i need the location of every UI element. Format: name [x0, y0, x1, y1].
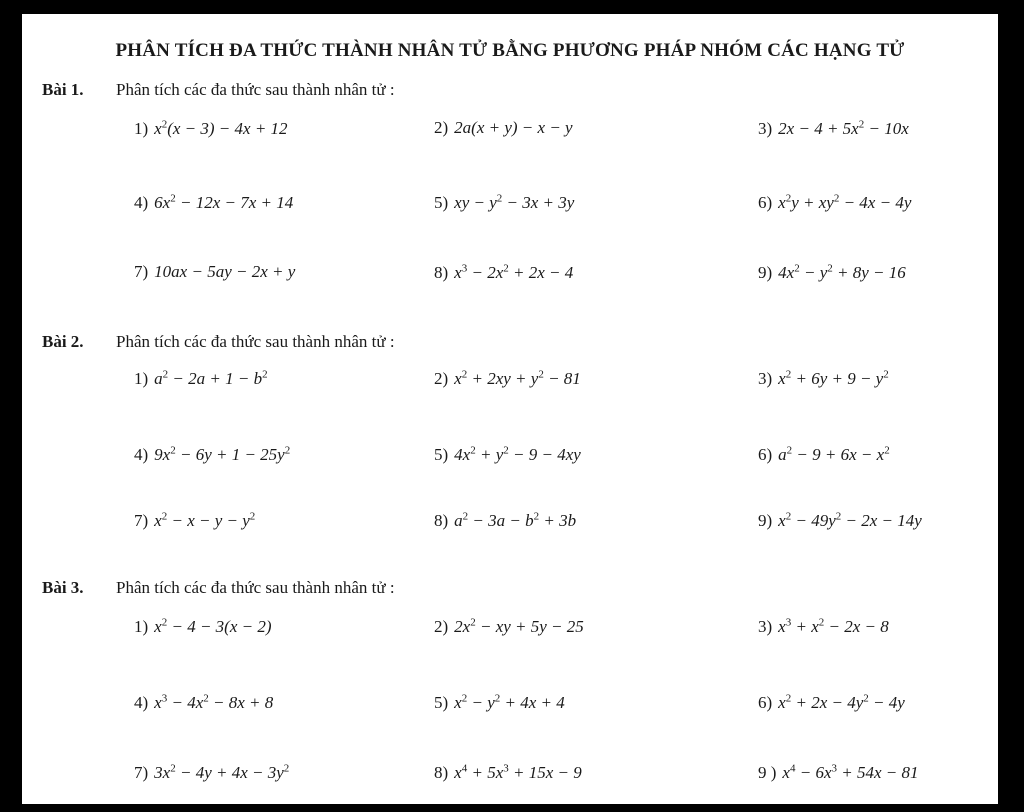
- problem-expression: $x^3 + x^2 - 2x - 8$: [778, 616, 889, 636]
- problem-number: 2): [434, 616, 449, 636]
- worksheet-page: [22, 14, 998, 804]
- problem-number: 4): [134, 192, 149, 212]
- problem-expression: $x^3 - 4x^2 - 8x + 8$: [154, 692, 274, 712]
- problem-expression: $6x^2 - 12x - 7x + 14$: [154, 192, 294, 212]
- problem-number: 9): [758, 262, 773, 282]
- problem-number: 3): [758, 368, 773, 388]
- section-instruction: Phân tích các đa thức sau thành nhân tử :: [116, 332, 395, 351]
- problem-item: [134, 118, 288, 139]
- problem-expression: $x^2 - 4 - 3(x - 2)$: [154, 616, 272, 636]
- problem-number: 8): [434, 762, 449, 782]
- problem-item: [134, 510, 255, 531]
- problem-expression: $x^4 + 5x^3 + 15x - 9$: [454, 762, 582, 782]
- problem-item: [434, 368, 581, 389]
- problem-number: 6): [758, 192, 773, 212]
- problem-item: [134, 762, 289, 783]
- section-number: Bài 3.: [42, 578, 84, 597]
- problem-expression: $x^3 - 2x^2 + 2x - 4$: [454, 262, 574, 282]
- problem-expression: $x^2 + 2xy + y^2 - 81$: [454, 368, 581, 388]
- problem-item: [758, 192, 911, 213]
- problem-number: 6): [758, 444, 773, 464]
- problem-expression: $x^2 - 49y^2 - 2x - 14y$: [778, 510, 922, 530]
- problem-number: 2): [434, 368, 449, 388]
- problem-item: [758, 368, 889, 389]
- section-instruction: Phân tích các đa thức sau thành nhân tử :: [116, 80, 395, 99]
- problem-number: 2): [434, 118, 449, 137]
- problem-expression: $x^2 - y^2 + 4x + 4$: [454, 692, 565, 712]
- problem-number: 9): [758, 510, 773, 530]
- problem-number: 8): [434, 510, 449, 530]
- problem-number: 5): [434, 692, 449, 712]
- problem-number: 3): [758, 118, 773, 138]
- page-title: PHÂN TÍCH ĐA THỨC THÀNH NHÂN TỬ BẰNG PHƯƠNG PHÁP NHÓM CÁC HẠNG TỬ: [115, 40, 905, 61]
- problem-item: [758, 510, 922, 531]
- problem-item: [758, 444, 890, 465]
- problem-number: 1): [134, 118, 149, 138]
- section-heading: [42, 80, 395, 100]
- problem-number: 7): [134, 262, 149, 281]
- problem-number: 1): [134, 616, 149, 636]
- problem-item: [134, 444, 290, 465]
- problem-number: 7): [134, 762, 149, 782]
- problem-item: [134, 368, 268, 389]
- problem-number: 5): [434, 444, 449, 464]
- problem-number: 8): [434, 262, 449, 282]
- problem-number: 7): [134, 510, 149, 530]
- problem-expression: $x^2y + xy^2 - 4x - 4y$: [778, 192, 912, 212]
- problem-number: 9 ): [758, 762, 777, 782]
- problem-item: [134, 616, 272, 637]
- problem-item: [758, 692, 905, 713]
- problem-item: [758, 762, 919, 783]
- section-number: Bài 1.: [42, 80, 84, 99]
- problem-item: [134, 192, 293, 213]
- problem-item: [434, 616, 584, 637]
- problem-item: [134, 692, 273, 713]
- problem-expression: 2a(x + y) − x − y: [454, 118, 573, 137]
- problem-number: 4): [134, 692, 149, 712]
- problem-expression: $x^2 - x - y - y^2$: [154, 510, 256, 530]
- section-instruction: Phân tích các đa thức sau thành nhân tử :: [116, 578, 395, 597]
- section-heading: [42, 578, 395, 598]
- problem-expression: $a^2 - 2a + 1 - b^2$: [154, 368, 268, 388]
- problem-item: [758, 262, 906, 283]
- problem-item: [134, 262, 295, 282]
- problem-number: 3): [758, 616, 773, 636]
- section-number: Bài 2.: [42, 332, 84, 351]
- problem-expression: $2x - 4 + 5x^2 - 10x$: [778, 118, 909, 138]
- problem-expression: 10ax − 5ay − 2x + y: [154, 262, 296, 281]
- problem-expression: $3x^2 - 4y + 4x - 3y^2$: [154, 762, 290, 782]
- problem-expression: $x^2 + 6y + 9 - y^2$: [778, 368, 889, 388]
- problem-expression: $4x^2 - y^2 + 8y - 16$: [778, 262, 906, 282]
- problem-expression: $2x^2$ − xy + 5y − 25: [454, 616, 584, 636]
- problem-expression: $4x^2 + y^2 - 9 - 4xy$: [454, 444, 581, 464]
- problem-number: 6): [758, 692, 773, 712]
- problem-expression: $x^2 + 2x - 4y^2 - 4y$: [778, 692, 905, 712]
- problem-item: [434, 692, 565, 713]
- problem-item: [434, 510, 576, 531]
- problem-item: [434, 444, 581, 465]
- problem-item: [434, 762, 582, 783]
- problem-number: 5): [434, 192, 449, 212]
- problem-item: [758, 616, 889, 637]
- problem-item: [434, 118, 573, 138]
- problem-expression: $x^4 - 6x^3 + 54x - 81$: [782, 762, 919, 782]
- problem-expression: $x^2(x - 3) - 4x + 12$: [154, 118, 288, 138]
- section-heading: [42, 332, 395, 352]
- problem-number: 1): [134, 368, 149, 388]
- problem-item: [758, 118, 909, 139]
- problem-expression: $9x^2 - 6y + 1 - 25y^2$: [154, 444, 291, 464]
- problem-number: 4): [134, 444, 149, 464]
- problem-expression: $a^2 - 3a - b^2 + 3b$: [454, 510, 577, 530]
- problem-item: [434, 262, 573, 283]
- problem-expression: xy − $y^2 - 3x + 3y$: [454, 192, 575, 212]
- problem-expression: $a^2 - 9 + 6x - x^2$: [778, 444, 890, 464]
- problem-item: [434, 192, 574, 213]
